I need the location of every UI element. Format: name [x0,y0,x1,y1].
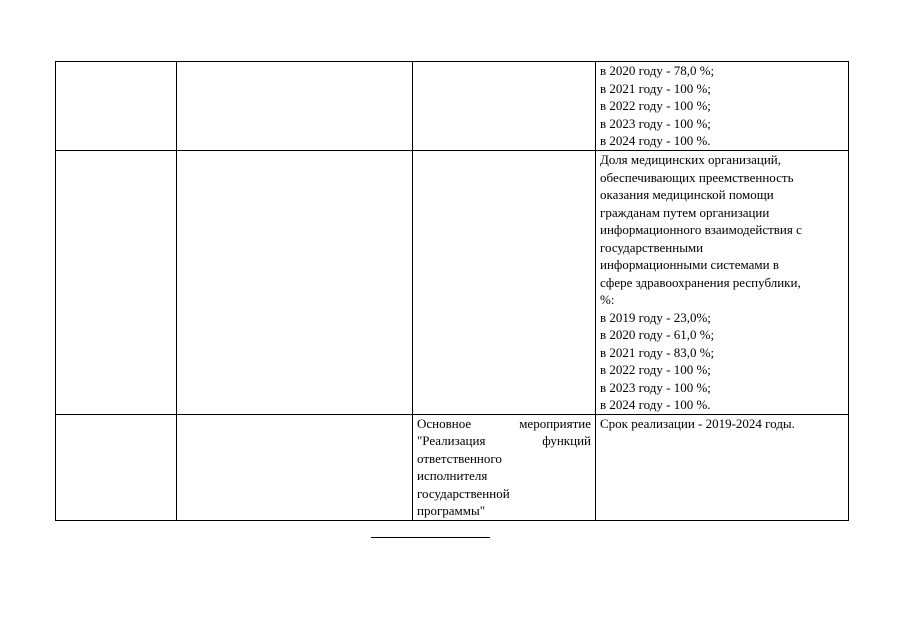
table-cell-empty [177,414,413,520]
indicator-line: обеспечивающих преемственность [600,169,794,185]
indicator-cell [596,62,849,151]
indicator-line: Срок реализации - 2019-2024 годы. [600,415,795,431]
indicator-line: гражданам путем организации [600,204,770,220]
activity-line: Основное мероприятие [417,415,591,431]
indicator-cell [596,414,849,520]
indicator-line: %: [600,292,615,307]
table-row [56,62,849,151]
indicator-line: в 2023 году - 100 %; [600,379,711,395]
activity-line: программы" [417,503,486,518]
activity-line: государственной [417,485,510,501]
activity-line: ответственного [417,450,502,466]
table-row [56,151,849,415]
indicator-line: оказания медицинской помощи [600,187,774,202]
indicator-line: Доля медицинских организаций, [600,152,782,167]
indicator-line: в 2020 году - 78,0 %; [600,63,715,78]
indicator-cell [596,151,849,415]
indicator-line: в 2022 году - 100 %; [600,362,711,377]
indicator-line: в 2021 году - 83,0 %; [600,344,715,360]
footnote-separator [371,537,490,538]
indicator-line: в 2021 году - 100 %; [600,80,711,96]
program-table [55,61,849,521]
indicator-line: сфере здравоохранения республики, [600,274,801,290]
activity-line: исполнителя [417,468,488,483]
table-cell-empty [413,62,596,151]
table-row [56,414,849,520]
indicator-line: государственными [600,239,704,255]
indicator-line: в 2022 году - 100 %; [600,98,711,113]
indicator-line: информационного взаимодействия с [600,222,802,237]
indicator-line: в 2024 году - 100 %. [600,397,711,412]
activity-cell [413,414,596,520]
indicator-line: в 2019 году - 23,0%; [600,309,711,325]
table-cell-empty [413,151,596,415]
indicator-line: информационными системами в [600,257,779,272]
indicator-line: в 2023 году - 100 %; [600,115,711,131]
indicator-line: в 2020 году - 61,0 %; [600,327,715,342]
indicator-line: в 2024 году - 100 %. [600,133,711,148]
table-cell-empty [56,151,177,415]
table-cell-empty [56,62,177,151]
table-cell-empty [56,414,177,520]
table-cell-empty [177,151,413,415]
activity-line: "Реализация функций [417,433,591,448]
table-cell-empty [177,62,413,151]
